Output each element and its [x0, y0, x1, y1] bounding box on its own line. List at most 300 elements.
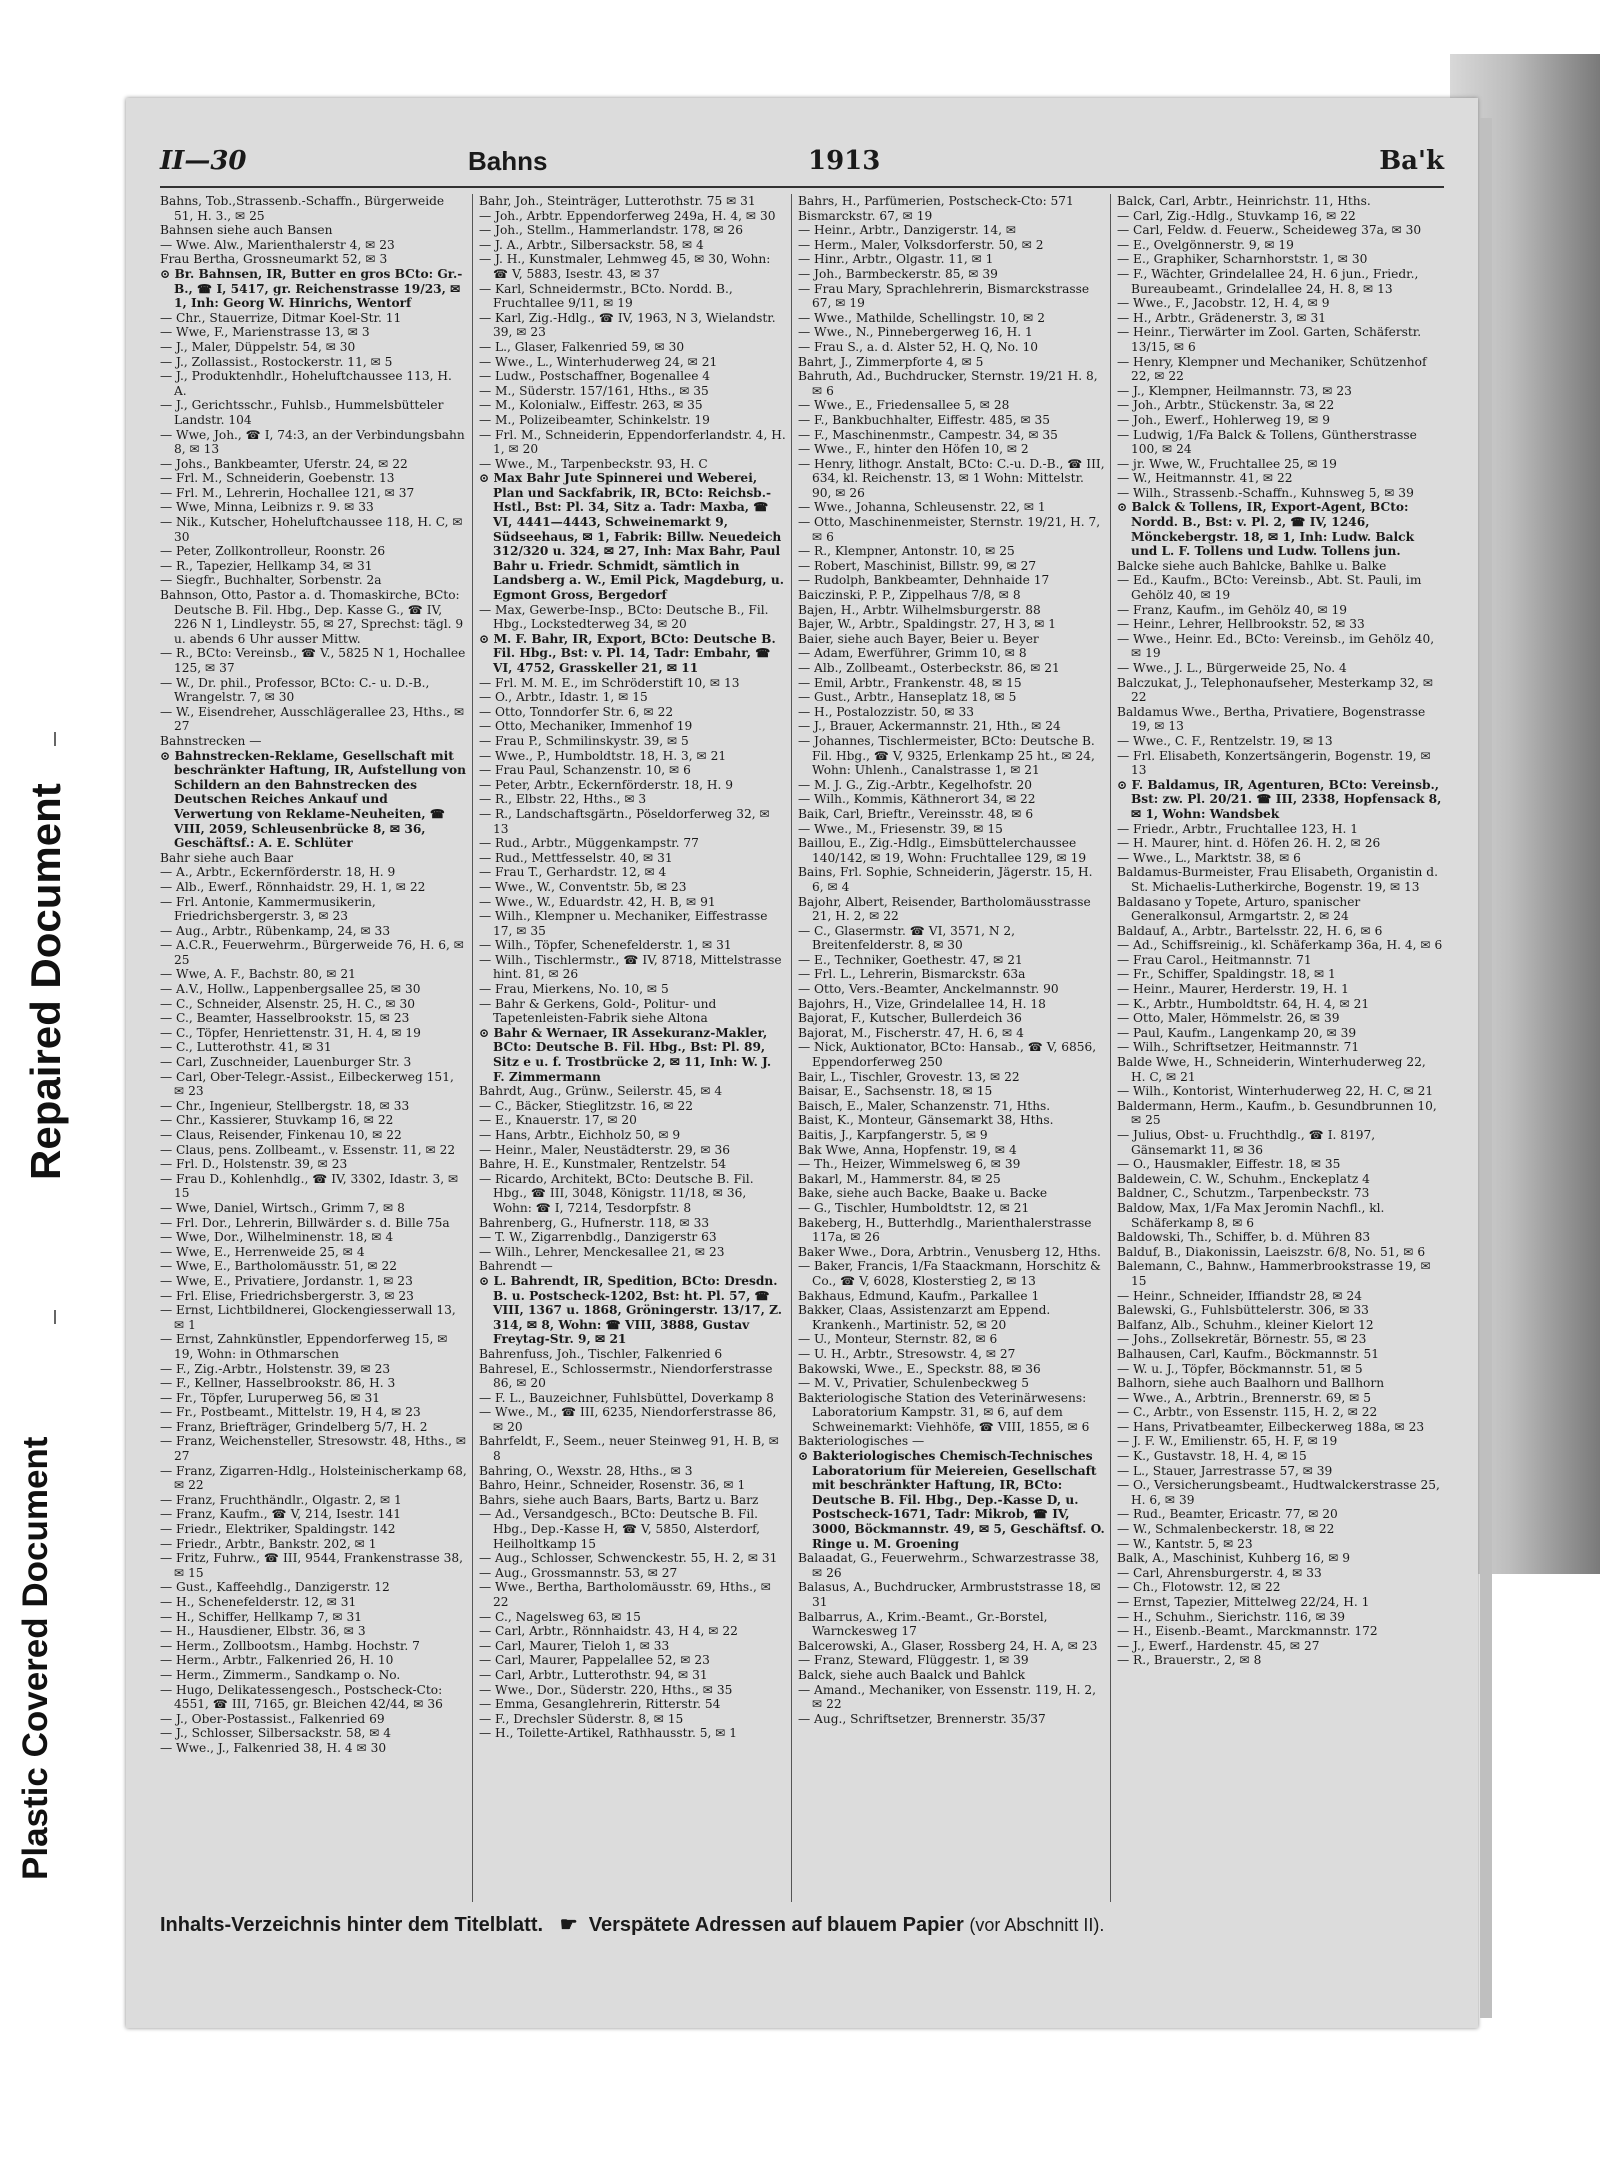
directory-entry: — Amand., Mechaniker, von Essenstr. 119, H. 2, ✉ 22: [798, 1682, 1096, 1712]
directory-entry: Bahruth, Ad., Buchdrucker, Sternstr. 19/21 H. 8, ✉ 6: [798, 369, 1098, 398]
directory-entry: — C., Bäcker, Stieglitzstr. 16, ✉ 22: [479, 1098, 693, 1113]
directory-entry: — Wwe., Johanna, Schleusenstr. 22, ✉ 1: [798, 500, 1046, 515]
directory-entry: Bahring, O., Wexstr. 28, Hths., ✉ 3: [479, 1463, 693, 1478]
directory-entry: Balbarrus, A., Krim.-Beamt., Gr.-Borstel, Warnckesweg 17: [798, 1609, 1048, 1639]
directory-entry: — Wilh., Lehrer, Menckesallee 21, ✉ 23: [479, 1244, 725, 1259]
directory-entry: Balaadat, G., Feuerwehrm., Schwarzestrasse 38, ✉ 26: [798, 1551, 1100, 1580]
directory-entry: Bakarl, M., Hammerstr. 84, ✉ 25: [798, 1171, 1001, 1186]
directory-entry: Baier, siehe auch Bayer, Beier u. Beyer: [798, 631, 1039, 646]
directory-entry: — Wilh., Töpfer, Schenefelderstr. 1, ✉ 31: [479, 938, 732, 953]
directory-page: [126, 98, 1478, 2028]
margin-dash-top: [54, 732, 56, 746]
directory-entry: — Frl. D., Holstenstr. 39, ✉ 23: [160, 1157, 348, 1172]
page-footer: [160, 1912, 1444, 1937]
directory-entry: — Franz, Fruchthändlr., Olgastr. 2, ✉ 1: [160, 1492, 402, 1507]
directory-entry: — A., Arbtr., Eckernförderstr. 18, H. 9: [160, 865, 396, 880]
directory-entry: — E., Ovelgönnerstr. 9, ✉ 19: [1117, 237, 1294, 252]
directory-entry: — Frl. M. M. E., im Schröderstift 10, ✉ 13: [479, 675, 740, 690]
column-divider: [472, 194, 473, 1902]
directory-entry: — Heinr., Maler, Neustädterstr. 29, ✉ 36: [479, 1142, 730, 1157]
directory-entry: — J., Klempner, Heilmannstr. 73, ✉ 23: [1117, 383, 1352, 398]
directory-entry: — F., Bankbuchhalter, Eiffestr. 485, ✉ 35: [798, 412, 1051, 427]
directory-entry: — Wwe, Joh., ☎ I, 74:3, an der Verbindungsbahn 8, ✉ 13: [160, 427, 465, 457]
directory-entry: — Friedr., Arbtr., Fruchtallee 123, H. 1: [1117, 821, 1359, 836]
directory-entry: — M. V., Privatier, Schulenbeckweg 5: [798, 1376, 1030, 1391]
directory-entry: — H., Eisenb.-Beamt., Marckmannstr. 172: [1117, 1624, 1378, 1639]
directory-entry: — Emma, Gesanglehrerin, Ritterstr. 54: [479, 1697, 721, 1712]
footer-index-note: Inhalts-Verzeichnis hinter dem Titelblatt.: [160, 1914, 544, 1936]
directory-entry: Baillou, E., Zig.-Hdlg., Eimsbüttelerchaussee 140/142, ✉ 19, Wohn: Fruchtallee 129, ✉ 19: [798, 836, 1087, 865]
directory-entry: — Joh., Arbtr. Eppendorferweg 249a, H. 4, ✉ 30: [479, 208, 776, 223]
directory-entry: — R., Tapezier, Hellkamp 34, ✉ 31: [160, 558, 373, 573]
directory-entry: — Wilh., Kontorist, Winterhuderweg 22, H. C, ✉ 21: [1117, 1084, 1434, 1099]
directory-entry: — Wwe., Heinr. Ed., BCto: Vereinsb., im Gehölz 40, ✉ 19: [1117, 631, 1435, 661]
directory-entry: Bake, siehe auch Backe, Baake u. Backe: [798, 1186, 1048, 1201]
directory-entry: Bakker, Claas, Assistenzarzt am Eppend. Krankenh., Martinistr. 52, ✉ 20: [798, 1303, 1051, 1332]
directory-entry: — Franz, Kaufm., ☎ V, 214, Isestr. 141: [160, 1507, 401, 1522]
directory-entry: — Carl, Maurer, Tieloh 1, ✉ 33: [479, 1638, 670, 1653]
directory-entry: Balemann, C., Bahnw., Hammerbrookstrasse 19, ✉ 15: [1117, 1259, 1431, 1288]
directory-entry: — Wwe., W., Eduardstr. 42, H. B, ✉ 91: [479, 894, 716, 909]
directory-entry: — O., Versicherungsbeamt., Hudtwalckerstrasse 25, H. 6, ✉ 39: [1117, 1478, 1440, 1507]
directory-entry: — Wwe., E., Friedensallee 5, ✉ 28: [798, 398, 1010, 413]
directory-entry: ⊙ Bakteriologisches Chemisch-Technisches Laboratorium für Meiereien, Gesellschaft mit beschränkter Haftung, IR, BCto: Deutsche B. Fil. Hbg., Dep.-Kasse D, u. Postscheck-1671, Tadr: Mikrob, ☎ IV, 3000, Böckmannstr. 49, ✉ 5, Geschäftsf. O. Ringe u. M. Groening: [798, 1449, 1105, 1551]
directory-entry: — H. Maurer, hint. d. Höfen 26. H. 2, ✉ 26: [1117, 836, 1381, 851]
directory-entry: — F., Drechsler Süderstr. 8, ✉ 15: [479, 1711, 684, 1726]
directory-entry: — Frl. M., Schneiderin, Eppendorferlandstr. 4, H. 1, ✉ 20: [479, 427, 786, 457]
directory-entry: Balcke siehe auch Bahlcke, Bahlke u. Balke: [1117, 558, 1387, 573]
directory-entry: Bahresel, E., Schlossermstr., Niendorferstrasse 86, ✉ 20: [479, 1361, 773, 1391]
directory-entry: Bahr, Joh., Steinträger, Lutterothstr. 75 ✉ 31: [479, 194, 756, 208]
directory-entry: — L., Stauer, Jarrestrasse 57, ✉ 39: [1117, 1463, 1333, 1478]
directory-entry: Bahro, Heinr., Schneider, Rosenstr. 36, ✉ 1: [479, 1478, 746, 1493]
directory-entry: Bahrs, H., Parfümerien, Postscheck-Cto: 571: [798, 194, 1074, 208]
directory-entry: — R., Elbstr. 22, Hths., ✉ 3: [479, 792, 647, 807]
directory-entry: — Frau, Mierkens, No. 10, ✉ 5: [479, 982, 669, 997]
directory-entry: — Franz, Steward, Flüggestr. 1, ✉ 39: [798, 1653, 1029, 1668]
directory-entry: — J., Zollassist., Rostockerstr. 11, ✉ 5: [160, 354, 393, 369]
directory-entry: Bismarckstr. 67, ✉ 19: [798, 208, 933, 223]
directory-entry: — Wwe., F., hinter den Höfen 10, ✉ 2: [798, 442, 1029, 457]
directory-entry: — Ricardo, Architekt, BCto: Deutsche B. Fil. Hbg., ☎ III, 3048, Königstr. 11/18, ✉ 36, Wohn: ☎ I, 7214, Tesdorpfstr. 8: [479, 1171, 754, 1215]
directory-entry: — Ad., Schiffsreinig., kl. Schäferkamp 36a, H. 4, ✉ 6: [1117, 938, 1443, 953]
directory-entry: — Frl. Dor., Lehrerin, Billwärder s. d. Bille 75a: [160, 1215, 450, 1230]
page-number: II—30: [160, 146, 247, 176]
directory-entry: — J., Schlosser, Silbersackstr. 58, ✉ 4: [160, 1726, 392, 1741]
pointing-hand-icon: ☛: [548, 1914, 584, 1936]
directory-entry: — H., Arbtr., Grädenerstr. 3, ✉ 31: [1117, 310, 1326, 325]
directory-entry: — Wilh., Tischlermstr., ☎ IV, 8718, Mittelstrasse hint. 81, ✉ 26: [479, 952, 782, 982]
directory-entry: Bajorat, F., Kutscher, Bullerdeich 36: [798, 1011, 1022, 1026]
directory-entry: Baldner, C., Schutzm., Tarpenbeckstr. 73: [1117, 1186, 1370, 1201]
directory-entry: — C., Töpfer, Henriettenstr. 31, H. 4, ✉ 19: [160, 1025, 421, 1040]
directory-entry: — H., Postalozzistr. 50, ✉ 33: [798, 704, 974, 719]
directory-entry: — Heinr., Arbtr., Danzigerstr. 14, ✉: [798, 223, 1017, 238]
directory-entry: Bajen, H., Arbtr. Wilhelmsburgerstr. 88: [798, 602, 1041, 617]
directory-entry: — C., Arbtr., von Essenstr. 115, H. 2, ✉ 22: [1117, 1405, 1378, 1420]
directory-entry: — Ernst, Tapezier, Mittelweg 22/24, H. 1: [1117, 1595, 1370, 1609]
directory-entry: — Aug., Schlosser, Schwenckestr. 55, H. 2, ✉ 31: [479, 1551, 778, 1566]
directory-entry: — Frau P., Schmilinskystr. 39, ✉ 5: [479, 733, 689, 748]
directory-entry: — Wwe., J. L., Bürgerweide 25, No. 4: [1117, 661, 1347, 675]
directory-entry: — Baker, Francis, 1/Fa Staackmann, Horschitz & Co., ☎ V, 6028, Klosterstieg 2, ✉ 13: [798, 1259, 1101, 1288]
directory-entry: — Otto, Tonndorfer Str. 6, ✉ 22: [479, 704, 674, 719]
directory-entry: — Johs., Bankbeamter, Uferstr. 24, ✉ 22: [160, 456, 408, 471]
directory-entry: — Chr., Stauerrize, Ditmar Koel-Str. 11: [160, 310, 402, 325]
directory-entry: — F., Kellner, Hasselbrookstr. 86, H. 3: [160, 1376, 396, 1391]
directory-entry: — Frau Paul, Schanzenstr. 10, ✉ 6: [479, 763, 691, 778]
directory-entry: Bakteriologische Station des Veterinärwesens: Laboratorium Kampstr. 31, ✉ 6, auf dem Schweinemarkt: Viehhöfe, ☎ VIII, 1855, ✉ 6: [798, 1390, 1090, 1434]
directory-entry: — Fr., Postbeamt., Mittelstr. 19, H 4, ✉ 23: [160, 1405, 421, 1420]
directory-entry: Bajohrs, H., Vize, Grindelallee 14, H. 18: [798, 996, 1046, 1011]
directory-entry: — Heinr., Schneider, Iffiandstr 28, ✉ 24: [1117, 1288, 1362, 1303]
directory-entry: — Wwe., P., Humboldtstr. 18, H. 3, ✉ 21: [479, 748, 727, 763]
directory-entry: — Ed., Kaufm., BCto: Vereinsb., Abt. St. Pauli, im Gehölz 40, ✉ 19: [1117, 573, 1422, 603]
directory-entry: — F. L., Bauzeichner, Fuhlsbüttel, Doverkamp 8: [479, 1390, 774, 1405]
directory-entry: Baldasano y Topete, Arturo, spanischer Generalkonsul, Armgartstr. 2, ✉ 24: [1117, 894, 1361, 924]
directory-entry: — Wwe., Mathilde, Schellingstr. 10, ✉ 2: [798, 310, 1045, 325]
directory-entry: — Siegfr., Buchhalter, Sorbenstr. 2a: [160, 573, 382, 588]
directory-entry: — Carl, Arbtr., Rönnhaidstr. 43, H 4, ✉ 22: [479, 1624, 738, 1639]
header-last-name: Ba'k: [1379, 146, 1444, 176]
directory-entry: — Wwe., A., Arbtrin., Brennerstr. 69, ✉ 5: [1117, 1390, 1372, 1405]
directory-entry: — Franz, Briefträger, Grindelberg 5/7, H. 2: [160, 1419, 428, 1434]
directory-entry: — Herm., Zimmerm., Sandkamp o. No.: [160, 1667, 401, 1682]
directory-entry: — M. J. G., Zig.-Arbtr., Kegelhofstr. 20: [798, 777, 1032, 792]
directory-entry: ⊙ Bahr & Wernaer, IR Assekuranz-Makler, BCto: Deutsche B. Fil. Hbg., Bst: Pl. 89, Sitz e u. f. Trostbrücke 2, ✉ 11, Inh: W. J. F. Zimmermann: [479, 1025, 772, 1084]
directory-entry: — F., Maschinenmstr., Campestr. 34, ✉ 35: [798, 427, 1058, 442]
directory-entry: — jr. Wwe, W., Fruchtallee 25, ✉ 19: [1117, 456, 1337, 471]
directory-entry: Baldow, Max, 1/Fa Max Jeromin Nachfl., kl. Schäferkamp 8, ✉ 6: [1117, 1200, 1385, 1230]
directory-entry: — Wwe., M., ☎ III, 6235, Niendorferstrasse 86, ✉ 20: [479, 1405, 777, 1434]
directory-entry: Balduf, B., Diakonissin, Laeiszstr. 6/8, No. 51, ✉ 6: [1117, 1244, 1426, 1259]
directory-entry: — Nik., Kutscher, Hoheluftchaussee 118, H. C, ✉ 30: [160, 515, 463, 544]
directory-entry: — Wwe., C. F., Rentzelstr. 19, ✉ 13: [1117, 733, 1333, 748]
directory-entry: — Otto, Mechaniker, Immenhof 19: [479, 719, 693, 734]
directory-entry: — L., Glaser, Falkenried 59, ✉ 30: [479, 339, 685, 354]
directory-entry: — Heinr., Lehrer, Hellbrookstr. 52, ✉ 33: [1117, 617, 1365, 632]
directory-entry: Bains, Frl. Sophie, Schneiderin, Jägerstr. 15, H. 6, ✉ 4: [798, 865, 1093, 894]
directory-entry: — C., Glasermstr. ☎ VI, 3571, N 2, Breitenfelderstr. 8, ✉ 30: [798, 923, 1016, 953]
directory-entry: ⊙ L. Bahrendt, IR, Spedition, BCto: Dresdn. B. u. Postscheck-1202, Bst: ht. Pl. 57, ☎ VIII, 1367 u. 1868, Gröningerstr. 13/17, Z. 314, ✉ 8, Wohn: ☎ VIII, 3888, Gustav Freytag-Str. 9, ✉ 21: [479, 1273, 783, 1347]
directory-entry: Baker Wwe., Dora, Arbtrin., Venusberg 12, Hths.: [798, 1244, 1101, 1259]
directory-entry: Baldamus-Burmeister, Frau Elisabeth, Organistin d. St. Michaelis-Lutherkirche, Bogenstr. 19, ✉ 13: [1117, 865, 1438, 894]
directory-entry: — Heinr., Maurer, Herderstr. 19, H. 1: [1117, 982, 1349, 997]
directory-entry: Bahrt, J., Zimmerpforte 4, ✉ 5: [798, 354, 984, 369]
directory-entry: — Paul, Kaufm., Langenkamp 20, ✉ 39: [1117, 1025, 1357, 1040]
directory-entry: — Wilh., Klempner u. Mechaniker, Eiffestrasse 17, ✉ 35: [479, 909, 768, 938]
directory-entry: Balhausen, Carl, Kaufm., Böckmannstr. 51: [1117, 1346, 1380, 1361]
directory-entry: — Wwe., J., Falkenried 38, H. 4 ✉ 30: [160, 1740, 387, 1755]
directory-entry: Bakteriologisches —: [798, 1434, 925, 1449]
directory-entry: — Wwe., W., Conventstr. 5b, ✉ 23: [479, 879, 687, 894]
directory-entry: ⊙ Max Bahr Jute Spinnerei und Weberei, Plan und Sackfabrik, IR, BCto: Reichsb.-Hstl., Bst: Pl. 34, Sitz a. Tadr: Maxba, ☎ VI, 4441—4443, Schweinemarkt 9, Südseehaus, ✉ 1, Fabrik: Billw. Neuedeich 312/320 u. 324, ✉ 27, Inh: Max Bahr, Paul Bahr u. Friedr. Schmidt, sämtlich in Landsberg a. W., Emil Pick, Magdeburg, u. Egmont Gross, Bergedorf: [479, 471, 785, 603]
directory-entry: — Fr., Schiffer, Spaldingstr. 18, ✉ 1: [1117, 967, 1336, 982]
directory-entry: — J., Gerichtsschr., Fuhlsb., Hummelsbütteler Landstr. 104: [160, 398, 444, 427]
directory-entry: — C., Lutterothstr. 41, ✉ 31: [160, 1040, 332, 1055]
directory-entry: — Max, Gewerbe-Insp., BCto: Deutsche B., Fil. Hbg., Lockstedterweg 34, ✉ 20: [479, 602, 769, 632]
listing-columns: [160, 194, 1444, 1902]
directory-entry: — Carl, Ober-Telegr.-Assist., Eilbeckerweg 151, ✉ 23: [160, 1069, 454, 1099]
directory-entry: — Otto, Maschinenmeister, Sternstr. 19/21, H. 7, ✉ 6: [798, 515, 1101, 544]
directory-entry: — Johannes, Tischlermeister, BCto: Deutsche B. Fil. Hbg., ☎ V, 9325, Erlenkamp 25 ht., ✉ 24, Wohn: Uhlenh., Canalstrasse 1, ✉ 21: [798, 733, 1095, 778]
directory-entry: — Wwe., F., Jacobstr. 12, H. 4, ✉ 9: [1117, 296, 1330, 311]
directory-entry: — Ch., Flotowstr. 12, ✉ 22: [1117, 1580, 1281, 1595]
directory-entry: — Fr., Töpfer, Luruperweg 56, ✉ 31: [160, 1390, 381, 1405]
directory-entry: Bajohr, Albert, Reisender, Bartholomäusstrasse 21, H. 2, ✉ 22: [798, 894, 1091, 924]
directory-entry: — Otto, Maler, Hömmelstr. 26, ✉ 39: [1117, 1011, 1340, 1026]
directory-entry: — Hinr., Arbtr., Olgastr. 11, ✉ 1: [798, 252, 994, 267]
directory-entry: Bahre, H. E., Kunstmaler, Rentzelstr. 54: [479, 1157, 727, 1172]
directory-entry: — Peter, Zollkontrolleur, Roonstr. 26: [160, 544, 386, 559]
directory-entry: — Emil, Arbtr., Frankenstr. 48, ✉ 15: [798, 675, 1022, 690]
directory-entry: ⊙ Br. Bahnsen, IR, Butter en gros BCto: Gr.-B., ☎ I, 5417, gr. Reichenstrasse 19/23, ✉ 1, Inh: Georg W. Hinrichs, Wentorf: [160, 266, 463, 311]
directory-entry: — Carl, Ahrensburgerstr. 4, ✉ 33: [1117, 1565, 1322, 1580]
directory-entry: — Chr., Kassierer, Stuvkamp 16, ✉ 22: [160, 1113, 394, 1128]
directory-entry: — K., Gustavstr. 18, H. 4, ✉ 15: [1117, 1449, 1307, 1464]
directory-entry: Bak Wwe, Anna, Hopfenstr. 19, ✉ 4: [798, 1142, 1017, 1157]
directory-entry: — K., Arbtr., Humboldtstr. 64, H. 4, ✉ 21: [1117, 996, 1370, 1011]
directory-entry: Baldauf, A., Arbtr., Bartelsstr. 22, H. 6, ✉ 6: [1117, 923, 1383, 938]
footer-section-note: (vor Abschnitt II).: [969, 1915, 1105, 1935]
directory-entry: — Frau Mary, Sprachlehrerin, Bismarckstrasse 67, ✉ 19: [798, 281, 1090, 311]
directory-entry: Bajer, W., Arbtr., Spaldingstr. 27, H 3, ✉ 1: [798, 617, 1057, 632]
directory-entry: — Hans, Arbtr., Eichholz 50, ✉ 9: [479, 1128, 681, 1142]
directory-entry: — Carl, Maurer, Pappelallee 52, ✉ 23: [479, 1653, 710, 1668]
directory-entry: — Adam, Ewerführer, Grimm 10, ✉ 8: [798, 646, 1027, 661]
directory-entry: Balck, Carl, Arbtr., Heinrichstr. 11, Hths.: [1117, 194, 1371, 208]
directory-entry: — Wwe, Daniel, Wirtsch., Grimm 7, ✉ 8: [160, 1200, 405, 1215]
directory-entry: Baik, Carl, Brieftr., Vereinsstr. 48, ✉ 6: [798, 806, 1034, 821]
directory-entry: — Wwe, Dor., Wilhelminenstr. 18, ✉ 4: [160, 1230, 394, 1245]
directory-entry: — Wwe., N., Pinnebergerweg 16, H. 1: [798, 325, 1033, 340]
directory-entry: — Wwe, E., Bartholomäusstr. 51, ✉ 22: [160, 1259, 398, 1274]
directory-entry: — H., Toilette-Artikel, Rathhausstr. 5, ✉ 1: [479, 1726, 738, 1741]
directory-entry: Bahrendt —: [479, 1259, 553, 1274]
repaired-document-label: Repaired Document: [22, 783, 69, 1180]
directory-entry: — Alb., Ewerf., Rönnhaidstr. 29, H. 1, ✉ 22: [160, 879, 426, 894]
directory-entry: — W., Dr. phil., Professor, BCto: C.- u. D.-B., Wrangelstr. 7, ✉ 30: [160, 675, 430, 705]
directory-entry: — R., Landschaftsgärtn., Pöseldorferweg 32, ✉ 13: [479, 806, 770, 836]
directory-entry: Bakhaus, Edmund, Kaufm., Parkallee 1: [798, 1288, 1040, 1303]
listing-column-4: [1117, 194, 1444, 1902]
header-rule: [160, 186, 1444, 188]
directory-entry: Bahrenberg, G., Hufnerstr. 118, ✉ 33: [479, 1215, 710, 1230]
directory-entry: — M., Süderstr. 157/161, Hths., ✉ 35: [479, 383, 709, 398]
directory-entry: — Wwe, E., Herrenweide 25, ✉ 4: [160, 1244, 365, 1259]
directory-entry: Bahr siehe auch Baar: [160, 850, 294, 865]
directory-entry: — Wwe, Minna, Leibnizs r. 9. ✉ 33: [160, 500, 374, 515]
directory-entry: — C., Schneider, Alsenstr. 25, H. C., ✉ 30: [160, 996, 415, 1011]
page-edge: [1480, 118, 1492, 2018]
directory-entry: — Gust., Kaffeehdlg., Danzigerstr. 12: [160, 1580, 390, 1595]
directory-entry: — Chr., Ingenieur, Stellbergstr. 18, ✉ 33: [160, 1098, 410, 1113]
directory-entry: — Claus, pens. Zollbeamt., v. Essenstr. 11, ✉ 22: [160, 1142, 456, 1157]
directory-entry: Bahnson, Otto, Pastor a. d. Thomaskirche, BCto: Deutsche B. Fil. Hbg., Dep. Kasse G., ☎ IV, 226 N 1, Lindleystr. 55, ✉ 27, Sprechst: tägl. 9 u. abends 6 Uhr ausser Mittw.: [160, 588, 464, 646]
plastic-covered-label: Plastic Covered Document: [16, 1436, 55, 1880]
directory-entry: Bahnstrecken —: [160, 733, 262, 748]
directory-entry: — E., Knauerstr. 17, ✉ 20: [479, 1113, 637, 1128]
directory-entry: — Rud., Arbtr., Müggenkampstr. 77: [479, 836, 699, 851]
directory-entry: Baisch, E., Maler, Schanzenstr. 71, Hths.: [798, 1098, 1051, 1113]
directory-entry: — Frl. M., Schneiderin, Goebenstr. 13: [160, 471, 395, 486]
directory-entry: — Frl. M., Lehrerin, Hochallee 121, ✉ 37: [160, 485, 415, 500]
listing-column-2: [479, 194, 786, 1902]
directory-entry: Bahrdt, Aug., Grünw., Seilerstr. 45, ✉ 4: [479, 1084, 723, 1099]
directory-entry: — Frl. Elise, Friedrichsbergerstr. 3, ✉ 23: [160, 1288, 414, 1303]
directory-entry: — Henry, lithogr. Anstalt, BCto: C.-u. D.-B., ☎ III, 634, kl. Reichenstr. 13, ✉ 1 Wohn: Mittelstr. 90, ✉ 26: [798, 456, 1105, 500]
directory-entry: — Hugo, Delikatessengesch., Postscheck-Cto: 4551, ☎ III, 7165, gr. Bleichen 42/44, ✉ 36: [160, 1682, 443, 1712]
directory-entry: — Franz, Weichensteller, Stresowstr. 48, Hths., ✉ 27: [160, 1434, 467, 1464]
directory-entry: — C., Nagelsweg 63, ✉ 15: [479, 1609, 641, 1624]
directory-entry: — Ad., Versandgesch., BCto: Deutsche B. Fil. Hbg., Dep.-Kasse H, ☎ V, 5850, Alsterdorf, Heilholtkamp 15: [479, 1507, 761, 1551]
directory-entry: ⊙ M. F. Bahr, IR, Export, BCto: Deutsche B. Fil. Hbg., Bst: v. Pl. 14, Tadr: Embahr, ☎ VI, 4752, Grasskeller 21, ✉ 11: [479, 631, 776, 675]
directory-entry: — Peter, Arbtr., Eckernförderstr. 18, H. 9: [479, 777, 733, 792]
directory-entry: Baitis, J., Karpfangerstr. 5, ✉ 9: [798, 1128, 988, 1142]
directory-entry: — Friedr., Arbtr., Bankstr. 202, ✉ 1: [160, 1536, 377, 1551]
directory-entry: — Wwe, A. F., Bachstr. 80, ✉ 21: [160, 967, 356, 982]
directory-entry: — Rud., Beamter, Ericastr. 77, ✉ 20: [1117, 1507, 1338, 1522]
directory-entry: — Claus, Reisender, Finkenau 10, ✉ 22: [160, 1128, 402, 1142]
directory-entry: — F., Wächter, Grindelallee 24, H. 6 jun., Friedr., Bureaubeamt., Grindelallee 24, H. 8, ✉ 13: [1117, 266, 1419, 296]
listing-column-1: [160, 194, 467, 1902]
directory-entry: — Wwe., M., Tarpenbeckstr. 93, H. C: [479, 456, 708, 471]
directory-entry: — Johs., Zollsekretär, Börnestr. 55, ✉ 23: [1117, 1332, 1367, 1347]
directory-entry: — A.V., Hollw., Lappenbergsallee 25, ✉ 30: [160, 982, 421, 997]
directory-entry: — Frau D., Kohlenhdlg., ☎ IV, 3302, Idastr. 3, ✉ 15: [160, 1171, 459, 1201]
directory-entry: — Wwe., Dor., Süderstr. 220, Hths., ✉ 35: [479, 1682, 733, 1697]
directory-entry: — Nick, Auktionator, BCto: Hansab., ☎ V, 6856, Eppendorferweg 250: [798, 1040, 1097, 1070]
directory-entry: — Wwe., Bertha, Bartholomäusstr. 69, Hths., ✉ 22: [479, 1580, 772, 1609]
directory-entry: — Wwe., M., Friesenstr. 39, ✉ 15: [798, 821, 1003, 836]
directory-entry: — Wwe. Alw., Marienthalerstr 4, ✉ 23: [160, 237, 395, 252]
directory-entry: — Carl, Feldw. d. Feuerw., Scheideweg 37a, ✉ 30: [1117, 223, 1422, 238]
directory-entry: — F., Zig.-Arbtr., Holstenstr. 39, ✉ 23: [160, 1361, 391, 1376]
directory-entry: — C., Beamter, Hasselbrookstr. 15, ✉ 23: [160, 1011, 410, 1026]
directory-entry: — Joh., Arbtr., Stückenstr. 3a, ✉ 22: [1117, 398, 1335, 413]
directory-entry: — E., Graphiker, Scharnhorststr. 1, ✉ 30: [1117, 252, 1368, 267]
directory-entry: — T. W., Zigarrenbdlg., Danzigerstr 63: [479, 1230, 717, 1245]
directory-entry: Bakeberg, H., Butterhdlg., Marienthalerstrasse 117a, ✉ 26: [798, 1215, 1092, 1245]
directory-entry: — Carl, Zuschneider, Lauenburger Str. 3: [160, 1055, 412, 1070]
directory-entry: — Herm., Maler, Volksdorferstr. 50, ✉ 2: [798, 237, 1044, 252]
directory-entry: — Wilh., Strassenb.-Schaffn., Kuhnsweg 5, ✉ 39: [1117, 485, 1414, 500]
directory-entry: — Frau S., a. d. Alster 52, H. Q, No. 10: [798, 339, 1039, 354]
directory-entry: Bahrfeldt, F., Seem., neuer Steinweg 91, H. B, ✉ 8: [479, 1434, 779, 1464]
directory-entry: Balfanz, Alb., Schuhm., kleiner Kielort 12: [1117, 1317, 1374, 1332]
directory-entry: — Gust., Arbtr., Hanseplatz 18, ✉ 5: [798, 690, 1017, 705]
directory-entry: Balczukat, J., Telephonaufseher, Mesterkamp 32, ✉ 22: [1117, 675, 1434, 705]
directory-entry: Balewski, G., Fuhlsbüttelerstr. 306, ✉ 33: [1117, 1303, 1369, 1318]
directory-entry: Baiczinski, P. P., Zippelhaus 7/8, ✉ 8: [798, 588, 1021, 603]
directory-entry: — Heinr., Tierwärter im Zool. Garten, Schäferstr. 13/15, ✉ 6: [1117, 325, 1422, 354]
directory-entry: Bakowski, Wwe., E., Speckstr. 88, ✉ 36: [798, 1361, 1041, 1376]
directory-entry: — H., Hausdiener, Elbstr. 36, ✉ 3: [160, 1624, 366, 1639]
directory-entry: — G., Tischler, Humboldtstr. 12, ✉ 21: [798, 1200, 1030, 1215]
directory-entry: — J., Produktenhdlr., Hoheluftchaussee 113, H. A.: [160, 369, 452, 398]
column-divider: [1110, 194, 1111, 1902]
directory-entry: — Aug., Schriftsetzer, Brennerstr. 35/37: [798, 1711, 1046, 1726]
directory-entry: — H., Schenefelderstr. 12, ✉ 31: [160, 1595, 357, 1609]
footer-late-addresses: Verspätete Adressen auf blauem Papier: [588, 1914, 964, 1936]
directory-entry: Balhorn, siehe auch Baalhorn und Ballhorn: [1117, 1376, 1385, 1391]
directory-entry: — J. F. W., Emilienstr. 65, H. F, ✉ 19: [1117, 1434, 1338, 1449]
directory-entry: — Ernst, Zahnkünstler, Eppendorferweg 15, ✉ 19, Wohn: in Othmarschen: [160, 1332, 448, 1361]
directory-entry: — W., Eisendreher, Ausschlägerallee 23, Hths., ✉ 27: [160, 704, 465, 734]
column-divider: [791, 194, 792, 1902]
directory-entry: — Friedr., Elektriker, Spaldingstr. 142: [160, 1522, 396, 1537]
directory-entry: — Karl, Schneidermstr., BCto. Nordd. B., Fruchtallee 9/11, ✉ 19: [479, 281, 733, 311]
directory-entry: — Ernst, Lichtbildnerei, Glockengiesserwall 13, ✉ 1: [160, 1303, 456, 1332]
directory-entry: Balde Wwe, H., Schneiderin, Winterhuderweg 22, H. C, ✉ 21: [1117, 1055, 1426, 1084]
directory-entry: — W., Schmalenbeckerstr. 18, ✉ 22: [1117, 1522, 1335, 1537]
directory-entry: — R., BCto: Vereinsb., ☎ V., 5825 N 1, Hochallee 125, ✉ 37: [160, 646, 466, 675]
directory-entry: — Carl, Arbtr., Lutterothstr. 94, ✉ 31: [479, 1667, 708, 1682]
directory-entry: Frau Bertha, Grossneumarkt 52, ✉ 3: [160, 252, 388, 267]
directory-entry: — Bahr & Gerkens, Gold-, Politur- und Tapetenleisten-Fabrik siehe Altona: [479, 996, 717, 1026]
directory-entry: Balk, A., Maschinist, Kuhberg 16, ✉ 9: [1117, 1551, 1351, 1566]
directory-entry: — Carl, Zig.-Hdlg., Stuvkamp 16, ✉ 22: [1117, 208, 1356, 223]
directory-entry: — Ludw., Postschaffner, Bogenallee 4: [479, 369, 711, 384]
directory-entry: Bahrenfuss, Joh., Tischler, Falkenried 6: [479, 1346, 723, 1361]
directory-entry: — Herm., Arbtr., Falkenried 26, H. 10: [160, 1653, 394, 1668]
directory-entry: Bajorat, M., Fischerstr. 47, H. 6, ✉ 4: [798, 1025, 1024, 1040]
directory-entry: — H., Schiffer, Hellkamp 7, ✉ 31: [160, 1609, 362, 1624]
directory-entry: Balcerowski, A., Glaser, Rossberg 24, H. A, ✉ 23: [798, 1638, 1098, 1653]
directory-entry: — Wwe, F., Marienstrasse 13, ✉ 3: [160, 325, 370, 340]
directory-entry: — R., Klempner, Antonstr. 10, ✉ 25: [798, 544, 1015, 559]
directory-entry: — J. A., Arbtr., Silbersackstr. 58, ✉ 4: [479, 237, 704, 252]
directory-entry: — M., Polizeibeamter, Schinkelstr. 19: [479, 412, 710, 427]
directory-entry: Baldowski, Th., Schiffer, b. d. Mühren 83: [1117, 1230, 1371, 1245]
directory-entry: Bahrs, siehe auch Baars, Barts, Bartz u. Barz: [479, 1492, 759, 1507]
directory-entry: — Wilh., Kommis, Käthnerort 34, ✉ 22: [798, 792, 1036, 807]
directory-entry: — Frl. L., Lehrerin, Bismarckstr. 63a: [798, 967, 1026, 982]
directory-entry: — Julius, Obst- u. Fruchthdlg., ☎ I. 8197, Gänsemarkt 11, ✉ 36: [1117, 1128, 1376, 1157]
directory-entry: — Robert, Maschinist, Billstr. 99, ✉ 27: [798, 558, 1037, 573]
directory-entry: — Frl. Elisabeth, Konzertsängerin, Bogenstr. 19, ✉ 13: [1117, 748, 1431, 778]
directory-entry: — Franz, Zigarren-Hdlg., Holsteinischerkamp 68, ✉ 22: [160, 1463, 467, 1493]
directory-entry: — Henry, Klempner und Mechaniker, Schützenhof 22, ✉ 22: [1117, 354, 1427, 384]
directory-entry: ⊙ F. Baldamus, IR, Agenturen, BCto: Vereinsb., Bst: zw. Pl. 20/21. ☎ III, 2338, Hopfensack 8, ✉ 1, Wohn: Wandsbek: [1117, 777, 1442, 821]
directory-entry: — U., Monteur, Sternstr. 82, ✉ 6: [798, 1332, 998, 1347]
directory-entry: — Aug., Grossmannstr. 53, ✉ 27: [479, 1565, 678, 1580]
directory-entry: — Rudolph, Bankbeamter, Dehnhaide 17: [798, 573, 1050, 588]
directory-entry: — Hans, Privatbeamter, Eilbeckerweg 188a, ✉ 23: [1117, 1419, 1425, 1434]
directory-entry: — Wwe, E., Privatiere, Jordanstr. 1, ✉ 23: [160, 1273, 413, 1288]
listing-column-3: [798, 194, 1105, 1902]
directory-entry: Baldamus Wwe., Bertha, Privatiere, Bogenstrasse 19, ✉ 13: [1117, 704, 1426, 734]
header-year: 1913: [808, 146, 881, 176]
directory-entry: Bair, L., Tischler, Grovestr. 13, ✉ 22: [798, 1069, 1020, 1084]
directory-entry: — H., Schuhm., Sierichstr. 116, ✉ 39: [1117, 1609, 1346, 1624]
directory-entry: — Otto, Vers.-Beamter, Anckelmannstr. 90: [798, 982, 1059, 997]
directory-entry: — Karl, Zig.-Hdlg., ☎ IV, 1963, N 3, Wielandstr. 39, ✉ 23: [479, 310, 776, 340]
directory-entry: — O., Hausmakler, Eiffestr. 18, ✉ 35: [1117, 1157, 1341, 1172]
directory-entry: — W., Kantstr. 5, ✉ 23: [1117, 1536, 1253, 1551]
directory-entry: — Aug., Arbtr., Rübenkamp, 24, ✉ 33: [160, 923, 391, 938]
directory-entry: — A.C.R., Feuerwehrm., Bürgerweide 76, H. 6, ✉ 25: [160, 938, 464, 967]
page-header: [160, 146, 1444, 178]
directory-entry: — Wwe., L., Marktstr. 38, ✉ 6: [1117, 850, 1301, 865]
directory-entry: — W. u. J., Töpfer, Böckmannstr. 51, ✉ 5: [1117, 1361, 1363, 1376]
directory-entry: — E., Techniker, Goethestr. 47, ✉ 21: [798, 952, 1023, 967]
directory-entry: — Joh., Ewerf., Hohlerweg 19, ✉ 9: [1117, 412, 1330, 427]
directory-entry: — Frau Carol., Heitmannstr. 71: [1117, 952, 1312, 967]
directory-entry: — O., Arbtr., Idastr. 1, ✉ 15: [479, 690, 648, 705]
directory-entry: — Wilh., Schriftsetzer, Heitmannstr. 71: [1117, 1040, 1360, 1055]
header-first-name: Bahns: [468, 146, 548, 176]
